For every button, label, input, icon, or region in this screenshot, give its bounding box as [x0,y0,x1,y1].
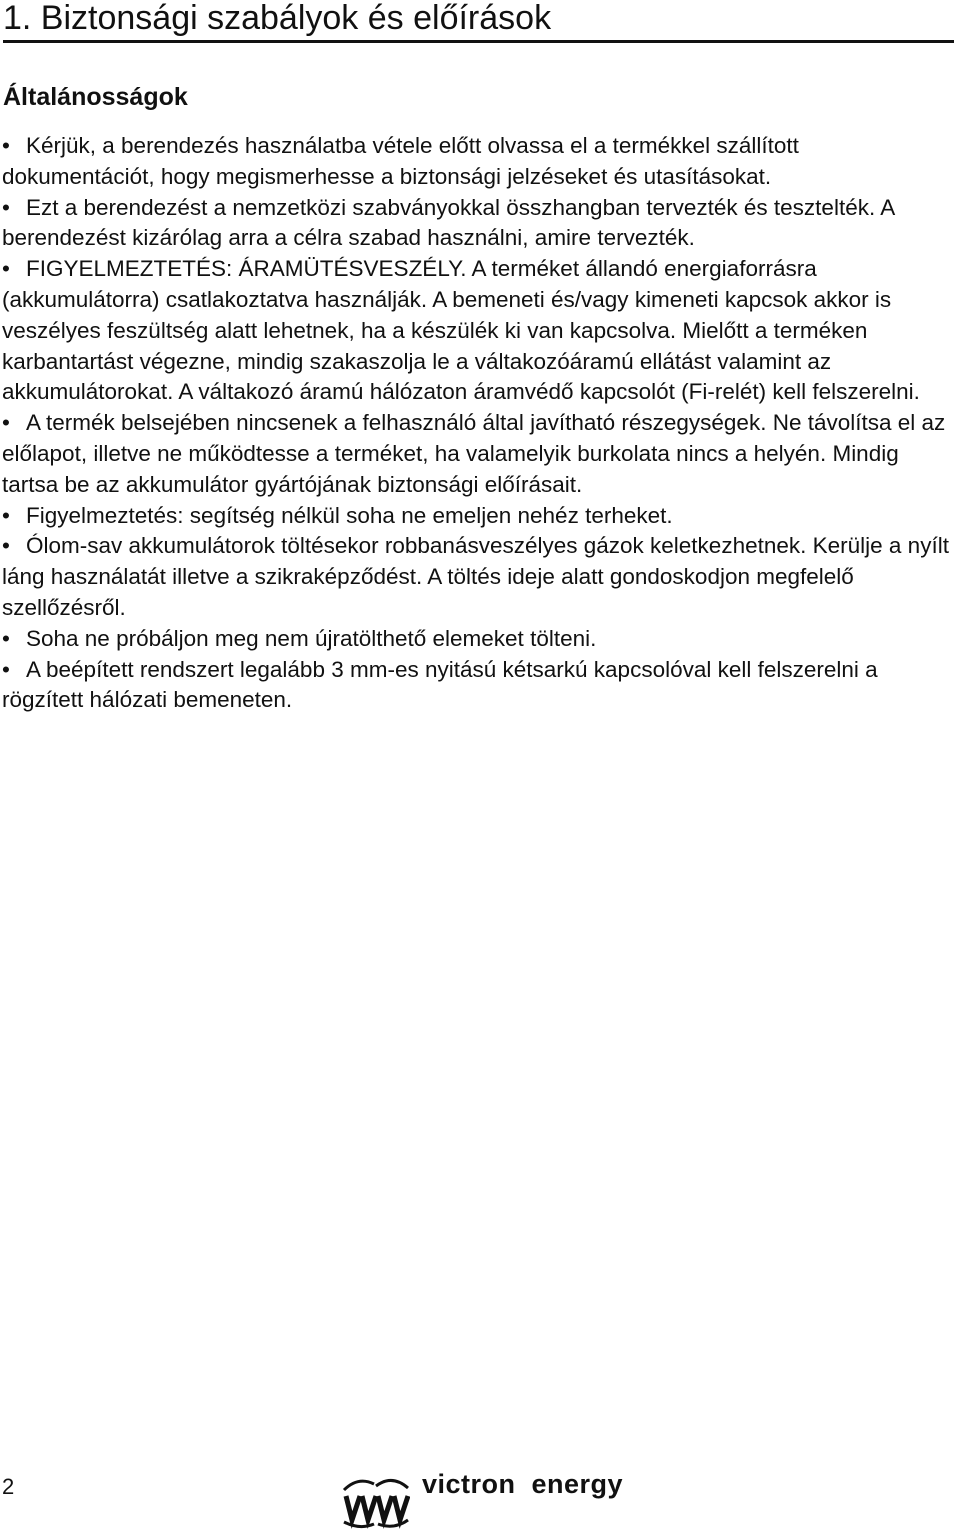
brand-name: victron energy [422,1469,624,1499]
list-item [2,624,954,655]
brand-footer [342,1468,623,1524]
bullet-icon: • [2,533,10,559]
list-item-text: Soha ne próbáljon meg nem újratölthető elemeket tölteni. [26,625,597,651]
list-item-text: Figyelmeztetés: segítség nélkül soha ne emeljen nehéz terheket. [26,502,673,528]
bullet-icon: • [2,656,10,682]
bullet-icon: • [2,194,10,220]
list-item-text: Kérjük, a berendezés használatba vétele előtt olvassa el a termékkel szállított dokumentációt, hogy megismerhesse a biztonsági jelzéseket és utasításokat. [2,133,799,189]
list-item-text: FIGYELMEZTETÉS: ÁRAMÜTÉSVESZÉLY. A terméket állandó energiaforrásra (akkumulátorra) csatlakoztatva használják. A bemeneti és/vagy kimeneti kapcsok akkor is veszélyes feszültség alatt lehetnek, ha a készülék ki van kapcsolva. Mielőtt a terméken karbantartást végezne, mindig szakaszolja le a váltakozóáramú ellátást valamint az akkumulátorokat. A váltakozó áramú hálózaton áramvédő kapcsolót (Fi-relét) kell felszerelni. [2,256,920,405]
list-item [2,501,954,532]
list-item [2,193,954,255]
bullet-icon: • [2,256,10,282]
subsection-heading: Általánosságok [3,83,188,111]
bullet-icon: • [2,625,10,651]
page-number: 2 [2,1474,15,1499]
bullet-icon: • [2,133,10,158]
list-item-text: Ólom-sav akkumulátorok töltésekor robbanásveszélyes gázok keletkezhetnek. Kerülje a nyílt láng használatát illetve a szikraképződést. A töltés ideje alatt gondoskodjon megfelelő szellőzésről. [2,533,949,620]
list-item [2,655,954,717]
safety-rules-list [2,131,954,716]
list-item [2,531,954,623]
list-item [2,408,954,500]
list-item-text: A termék belsejében nincsenek a felhasználó által javítható részegységek. Ne távolítsa el az előlapot, illetve ne működtesse a terméket, ha valamelyik burkolata nincs a helyén. Mindig tartsa be az akkumulátor gyártójának biztonsági előírásait. [2,410,946,497]
list-item-text: A beépített rendszert legalább 3 mm-es nyitású kétsarkú kapcsolóval kell felszerelni a rögzített hálózati bemeneten. [2,656,878,713]
section-heading: 1. Biztonsági szabályok és előírások [3,0,954,43]
list-item-text: Ezt a berendezést a nemzetközi szabványokkal összhangban tervezték és tesztelték. A berendezést kizárólag arra a célra szabad használni, amire tervezték. [2,194,894,251]
list-item [2,254,954,408]
victron-logo-icon [342,1476,410,1530]
list-item [2,131,954,193]
bullet-icon: • [2,410,10,436]
bullet-icon: • [2,502,10,528]
